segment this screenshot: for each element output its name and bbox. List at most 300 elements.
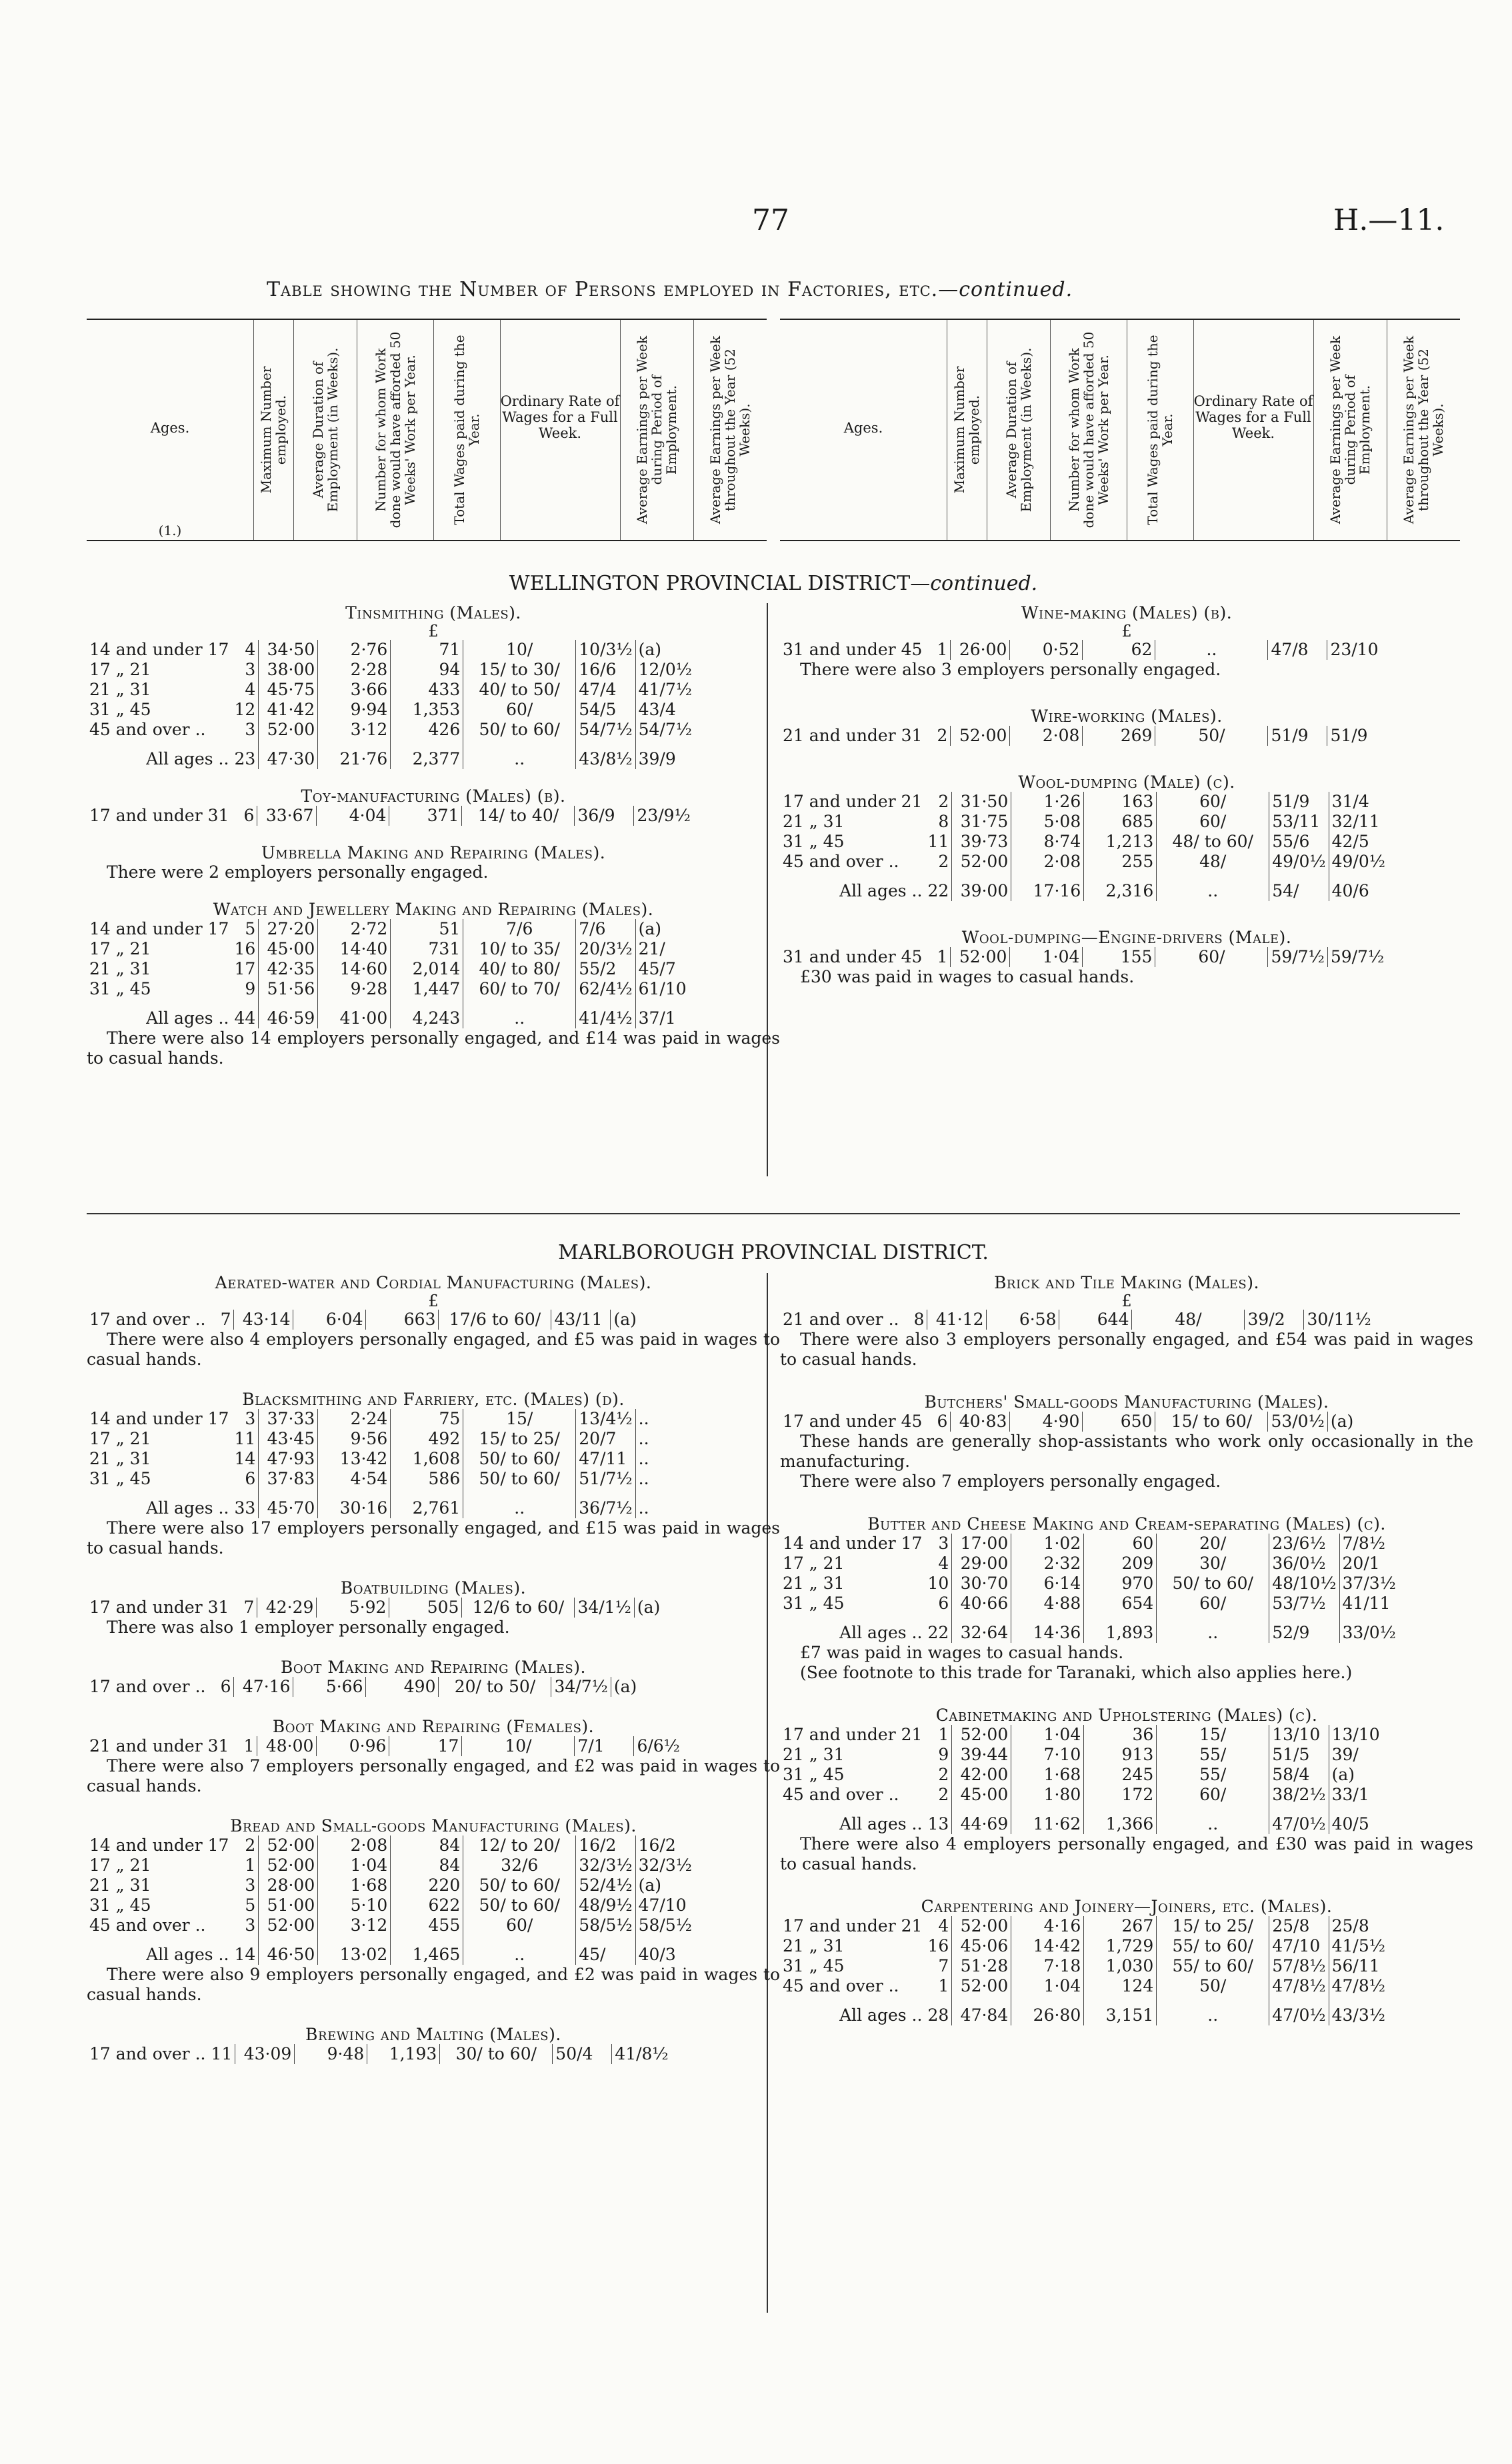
table-cell: 21 and over .. [783, 1310, 899, 1329]
header-avg-duration-right: Average Duration of Employment (in Weeks). [1003, 347, 1034, 513]
table-cell: 2·76 [318, 640, 391, 660]
table-cell: 1,729 [1084, 1936, 1157, 1956]
table-cell: 17 and under 21 [783, 1725, 923, 1744]
table-cell: 52/9 [1269, 1614, 1339, 1643]
table-cell: 11 [925, 832, 951, 852]
table-cell: 492 [391, 1429, 463, 1449]
table-cell: 54/7½ [638, 720, 692, 739]
header-total-wages-right: Total Wages paid during the Year. [1145, 335, 1175, 525]
trade-table [780, 1916, 1388, 2025]
trade-heading: Wire-working (Males). [1031, 706, 1223, 726]
table-cell: 15/ to 25/ [463, 1429, 576, 1449]
table-cell: 23/6½ [1269, 1534, 1339, 1554]
table-cell: 21 „ 31 [89, 680, 151, 699]
trade-note: £7 was paid in wages to casual hands. [800, 1643, 1124, 1662]
trade-table [87, 640, 695, 769]
table-cell: 2,377 [391, 740, 463, 769]
header-max-employed-right: Maximum Number employed. [951, 366, 982, 494]
table-cell: 17 and over .. [89, 2044, 206, 2063]
table-cell: 1,366 [1084, 1805, 1157, 1834]
marlborough-left-section [87, 1273, 780, 1370]
table-cell: 3 [231, 1875, 258, 1895]
table-cell: 47/0½ [1269, 1805, 1329, 1834]
table-row [780, 1725, 1388, 1745]
table-cell: 38·00 [259, 660, 318, 680]
marlborough-district-heading: MARLBOROUGH PROVINCIAL DISTRICT. [558, 1241, 989, 1264]
table-cell: 23/10 [1330, 640, 1379, 659]
table-cell: 9·94 [318, 700, 391, 720]
table-cell: 586 [391, 1469, 463, 1489]
table-cell: 47·16 [234, 1677, 293, 1697]
table-cell: 17 „ 21 [89, 1429, 151, 1448]
table-cell: 21 and under 31 [89, 1736, 229, 1756]
table-cell: .. [1157, 872, 1269, 901]
marlborough-left-column [87, 1273, 780, 2084]
table-cell: 163 [1084, 792, 1157, 812]
table-cell: 56/11 [1331, 1956, 1380, 1975]
table-cell: 34/7½ [551, 1677, 611, 1697]
marlborough-left-section [87, 1717, 780, 1796]
table-row [780, 812, 1388, 832]
trade-heading: Tinsmithing (Males). [345, 603, 521, 622]
table-cell: 39/9 [638, 749, 676, 768]
table-cell: 12/ to 20/ [463, 1836, 576, 1855]
trade-table [87, 1677, 670, 1697]
table-row-total [87, 1489, 695, 1518]
wellington-left-section [87, 786, 780, 826]
table-row [87, 979, 695, 999]
table-cell: 4 [231, 640, 258, 660]
trade-heading: Boot Making and Repairing (Males). [281, 1658, 586, 1677]
trade-table [87, 1310, 669, 1330]
table-cell: 45 and over .. [783, 852, 899, 871]
table-cell: 40/3 [638, 1945, 676, 1964]
header-num-1: (1.) [158, 523, 182, 539]
table-cell: 17/6 to 60/ [439, 1310, 551, 1330]
table-row [780, 792, 1388, 812]
table-cell: 51/9 [1268, 726, 1327, 746]
trade-note: There were also 4 employers personally engaged, and £5 was paid in wages to casual hands. [87, 1330, 780, 1369]
trade-note: There were also 4 employers personally engaged, and £30 was paid in wages to casual hands. [780, 1834, 1473, 1873]
trade-note: There were also 7 employers personally engaged, and £2 was paid in wages to casual hands. [87, 1756, 780, 1796]
table-cell: 622 [391, 1895, 463, 1915]
table-cell: 21 and under 31 [783, 726, 923, 745]
table-cell: 15/ to 60/ [1155, 1412, 1268, 1432]
table-row [87, 1409, 695, 1429]
table-cell: 3 [231, 660, 258, 680]
table-cell: 654 [1084, 1594, 1157, 1614]
table-cell: 36/7½ [576, 1489, 635, 1518]
table-cell: 14 and under 17 [783, 1534, 923, 1553]
table-cell: 209 [1084, 1554, 1157, 1574]
table-cell: 41/4½ [576, 999, 635, 1028]
table-cell: 16/2 [638, 1836, 676, 1855]
marlborough-right-section [780, 1706, 1473, 1874]
wellington-left-section [87, 603, 780, 769]
trade-note: There was also 1 employer personally engaged. [107, 1618, 510, 1637]
table-cell: 57/8½ [1269, 1956, 1329, 1976]
table-cell: 33/1 [1331, 1785, 1369, 1804]
table-cell: 11 [231, 1429, 258, 1449]
table-cell: 426 [391, 720, 463, 740]
marlborough-right-column [780, 1273, 1473, 2048]
table-cell: 31/4 [1331, 792, 1369, 811]
table-cell: 51·28 [952, 1956, 1011, 1976]
table-cell: 45/ [576, 1935, 635, 1965]
table-cell: 43/11 [551, 1310, 611, 1330]
trade-heading: Boatbuilding (Males). [340, 1578, 527, 1598]
table-cell: 60/ [1155, 947, 1268, 967]
table-cell: 59/7½ [1268, 947, 1327, 967]
pound-sign: £ [1121, 1292, 1132, 1310]
table-cell: 52·00 [952, 1916, 1011, 1936]
table-cell: 50/ to 60/ [463, 1895, 576, 1915]
table-cell: 16 [925, 1936, 951, 1956]
table-cell: 8 [901, 1310, 927, 1330]
table-cell: 650 [1083, 1412, 1155, 1432]
table-cell: 1 [925, 640, 951, 660]
table-cell: .. [463, 999, 576, 1028]
marlborough-left-section [87, 1658, 780, 1697]
table-cell: 3 [925, 1534, 951, 1554]
table-cell: 2·24 [318, 1409, 391, 1429]
table-cell: 31 „ 45 [783, 1594, 845, 1613]
table-cell: 42·35 [259, 959, 318, 979]
table-cell: 7/1 [575, 1736, 634, 1756]
table-cell: 14·36 [1011, 1614, 1084, 1643]
table-cell: 267 [1084, 1916, 1157, 1936]
header-ordinary-rate: Ordinary Rate of Wages for a Full Week. [500, 393, 620, 441]
table-cell: 4·90 [1010, 1412, 1083, 1432]
wellington-right-section [780, 928, 1473, 987]
table-cell: 7 [231, 1598, 257, 1618]
table-cell: .. [638, 1469, 649, 1488]
table-cell: 47/0½ [1269, 1996, 1329, 2025]
table-cell: 2 [925, 852, 951, 872]
wellington-right-column [780, 603, 1473, 1014]
table-cell: 3·12 [318, 720, 391, 740]
table-cell: 21·76 [318, 740, 391, 769]
table-cell: 41/5½ [1331, 1936, 1385, 1955]
table-cell: 52·00 [952, 852, 1011, 872]
table-cell: 269 [1083, 726, 1155, 746]
table-cell: .. [1157, 1614, 1269, 1643]
table-cell: 94 [391, 660, 463, 680]
table-row [87, 959, 695, 979]
trade-note: £30 was paid in wages to casual hands. [800, 967, 1135, 986]
table-cell: .. [638, 1449, 649, 1468]
table-cell: All ages .. [146, 1498, 229, 1518]
table-row [87, 680, 695, 700]
table-cell: 52·00 [951, 726, 1010, 746]
table-cell: 1·04 [1010, 947, 1083, 967]
table-cell: 9 [231, 979, 258, 999]
table-cell: (a) [613, 1310, 637, 1329]
header-avg-earnings-year: Average Earnings per Week throughout the Year (52 Weeks). [707, 335, 753, 525]
table-row [87, 939, 695, 959]
trade-heading: Brick and Tile Making (Males). [994, 1273, 1259, 1292]
trade-heading: Wool-dumping (Male) (c). [1018, 772, 1235, 792]
table-cell: 11·62 [1011, 1805, 1084, 1834]
table-cell: 26·80 [1011, 1996, 1084, 2025]
table-cell: 12/0½ [638, 660, 692, 679]
table-cell: 40/6 [1331, 881, 1369, 900]
table-cell: 47/4 [576, 680, 635, 700]
table-cell: 14 and under 17 [89, 919, 229, 938]
table-cell: 31 „ 45 [89, 700, 151, 719]
table-cell: 2·32 [1011, 1554, 1084, 1574]
table-row-total [87, 1935, 695, 1965]
table-row-total [87, 740, 695, 769]
table-row [780, 1765, 1388, 1785]
table-cell: 52·00 [952, 1976, 1011, 1996]
table-cell: 15/ to 25/ [1157, 1916, 1269, 1936]
wellington-district-heading [87, 572, 1460, 595]
table-cell: 21 „ 31 [783, 812, 845, 831]
wellington-right-section [780, 706, 1473, 746]
table-cell: 32/3½ [576, 1855, 635, 1875]
table-cell: 31 „ 45 [89, 979, 151, 998]
column-header-left [87, 319, 767, 541]
table-cell: 9·56 [318, 1429, 391, 1449]
table-cell: 41·12 [927, 1310, 987, 1330]
table-cell: 25/8 [1269, 1916, 1329, 1936]
table-cell: 3·66 [318, 680, 391, 700]
table-cell: 50/4 [553, 2044, 612, 2064]
table-cell: 46·59 [259, 999, 318, 1028]
table-cell: 4 [925, 1916, 951, 1936]
table-cell: 28 [925, 1996, 951, 2025]
table-cell: 50/ to 60/ [1157, 1574, 1269, 1594]
table-cell: 55/6 [1269, 832, 1329, 852]
table-cell: 15/ [1157, 1725, 1269, 1745]
table-cell: 17 [231, 959, 258, 979]
table-cell: 45 and over .. [89, 720, 206, 739]
table-cell: 59/7½ [1330, 947, 1385, 966]
document-reference: H.—11. [1333, 203, 1445, 237]
table-cell: 7/6 [576, 919, 635, 939]
wellington-right-section [780, 772, 1473, 901]
table-cell: 20/7 [576, 1429, 635, 1449]
table-cell: 39/ [1331, 1745, 1359, 1764]
table-cell: 40/5 [1331, 1814, 1369, 1834]
table-cell: 31 „ 45 [89, 1895, 151, 1915]
table-cell: 49/0½ [1331, 852, 1385, 871]
table-cell: 60/ [1157, 1785, 1269, 1805]
table-cell: 58/5½ [638, 1915, 692, 1935]
table-cell: 3 [231, 1409, 258, 1429]
trade-heading: Cabinetmaking and Upholstering (Males) (c). [935, 1706, 1318, 1725]
table-cell: 41/8½ [615, 2044, 669, 2063]
table-cell: 51·00 [259, 1895, 318, 1915]
table-cell: 1,893 [1084, 1614, 1157, 1643]
table-cell: 1,030 [1084, 1956, 1157, 1976]
table-cell: 22 [925, 872, 951, 901]
table-cell: 644 [1059, 1310, 1132, 1330]
table-cell: 54/5 [576, 700, 635, 720]
trade-heading: Wine-making (Males) (b). [1021, 603, 1233, 622]
trade-heading: Toy-manufacturing (Males) (b). [301, 786, 566, 806]
table-cell: .. [1157, 1805, 1269, 1834]
table-cell: 43·45 [259, 1429, 318, 1449]
table-cell: 52·00 [259, 720, 318, 740]
trade-heading: Bread and Small-goods Manufacturing (Males). [230, 1816, 637, 1836]
table-row-total [780, 1996, 1388, 2025]
table-cell: 43/8½ [576, 740, 635, 769]
table-cell: 39·44 [952, 1745, 1011, 1765]
table-row [87, 1677, 670, 1697]
table-cell: 4,243 [391, 999, 463, 1028]
table-row [780, 1310, 1374, 1330]
table-row [87, 2044, 671, 2064]
table-cell: 30/11½ [1307, 1310, 1371, 1329]
table-cell: 21 „ 31 [89, 1449, 151, 1468]
table-cell: 50/ [1157, 1976, 1269, 1996]
table-cell: 45·06 [952, 1936, 1011, 1956]
table-cell: 17 and under 21 [783, 792, 923, 811]
header-avg-duration: Average Duration of Employment (in Weeks). [309, 347, 341, 513]
table-cell: 41·00 [318, 999, 391, 1028]
header-ages-right: Ages. [843, 420, 883, 436]
table-row [87, 1310, 669, 1330]
table-row [780, 1956, 1388, 1976]
table-row [87, 640, 695, 660]
table-cell: 36/9 [575, 806, 634, 826]
table-cell: 41/11 [1342, 1594, 1391, 1613]
table-cell: 6 [231, 1469, 258, 1489]
trade-heading: Butchers' Small-goods Manufacturing (Males). [924, 1392, 1329, 1412]
table-cell: 22 [925, 1614, 951, 1643]
table-cell: 54/7½ [576, 720, 635, 740]
table-row [780, 1594, 1399, 1614]
table-row [780, 1745, 1388, 1765]
table-cell: 43/4 [638, 700, 676, 719]
table-cell: 124 [1084, 1976, 1157, 1996]
trade-table [87, 1736, 693, 1756]
table-cell: 1·02 [1011, 1534, 1084, 1554]
table-cell: 16/6 [576, 660, 635, 680]
table-cell: 26·00 [951, 640, 1010, 660]
table-cell: 38/2½ [1269, 1785, 1329, 1805]
table-cell: 7/8½ [1342, 1534, 1385, 1553]
table-cell: 47/8½ [1331, 1976, 1385, 1995]
trade-note: There were also 17 employers personally engaged, and £15 was paid in wages to casual hands. [87, 1518, 780, 1558]
table-cell: 2,014 [391, 959, 463, 979]
table-cell: 6·14 [1011, 1574, 1084, 1594]
trade-table [780, 947, 1387, 967]
table-cell: 48/ to 60/ [1157, 832, 1269, 852]
header-avg-earnings-year-right: Average Earnings per Week throughout the Year (52 Weeks). [1401, 335, 1446, 525]
pound-sign: £ [428, 1292, 439, 1310]
table-cell: 17 [389, 1736, 462, 1756]
table-cell: 9 [925, 1745, 951, 1765]
trade-heading: Butter and Cheese Making and Cream-separating (Males) (c). [867, 1514, 1386, 1534]
table-cell: 21 „ 31 [783, 1936, 845, 1955]
table-cell: 45·75 [259, 680, 318, 700]
table-cell: 15/ [463, 1409, 576, 1429]
table-cell: 55/ to 60/ [1157, 1956, 1269, 1976]
table-cell: 52·00 [952, 1725, 1011, 1745]
pound-sign: £ [1121, 622, 1132, 640]
table-cell: 5·92 [317, 1598, 389, 1618]
trade-heading: Brewing and Malting (Males). [305, 2025, 561, 2044]
trade-table [780, 1725, 1388, 1834]
table-cell: 23/9½ [637, 806, 691, 825]
table-cell: 6 [231, 806, 257, 826]
table-cell: 3·12 [318, 1915, 391, 1935]
table-cell: 4·54 [318, 1469, 391, 1489]
table-cell: 60/ [1157, 792, 1269, 812]
table-cell: 84 [391, 1836, 463, 1855]
trade-table [87, 806, 693, 826]
table-cell: 45·00 [259, 939, 318, 959]
trade-heading: Umbrella Making and Repairing (Males). [261, 843, 606, 862]
trade-note: (See footnote to this trade for Taranaki, which also applies here.) [800, 1663, 1353, 1682]
table-cell: 51/7½ [576, 1469, 635, 1489]
table-cell: 1,608 [391, 1449, 463, 1469]
table-cell: 62/4½ [576, 979, 635, 999]
table-cell: 42·29 [257, 1598, 317, 1618]
table-cell: 2 [925, 1765, 951, 1785]
table-cell: 39·73 [952, 832, 1011, 852]
table-cell: 43·14 [234, 1310, 293, 1330]
table-cell: 10/ [463, 640, 576, 660]
table-cell: 50/ to 60/ [463, 1449, 576, 1469]
table-cell: 31·75 [952, 812, 1011, 832]
table-row [87, 1836, 695, 1855]
table-cell: 7 [925, 1956, 951, 1976]
table-cell: All ages .. [146, 1945, 229, 1964]
table-cell: 47·84 [952, 1996, 1011, 2025]
table-row [87, 806, 693, 826]
table-cell: 7/6 [463, 919, 576, 939]
table-cell: 43/3½ [1331, 2005, 1385, 2025]
table-cell: All ages .. [146, 1008, 229, 1028]
table-cell: 1 [231, 1855, 258, 1875]
table-cell: 14 [231, 1449, 258, 1469]
table-cell: All ages .. [146, 749, 229, 768]
table-cell: 53/11 [1269, 812, 1329, 832]
table-row [87, 1598, 693, 1618]
table-cell: 45 and over .. [783, 1976, 899, 1995]
table-cell: 55/ [1157, 1765, 1269, 1785]
trade-note: There were also 9 employers personally engaged, and £2 was paid in wages to casual hands. [87, 1965, 780, 2004]
header-ordinary-rate-right: Ordinary Rate of Wages for a Full Week. [1193, 393, 1313, 441]
table-cell: 47/8 [1268, 640, 1327, 660]
table-cell: 37·33 [259, 1409, 318, 1429]
table-cell: .. [638, 1498, 649, 1518]
table-cell: 15/ to 30/ [463, 660, 576, 680]
table-cell: 47/10 [638, 1895, 687, 1915]
table-cell: 51 [391, 919, 463, 939]
table-cell: 31 „ 45 [783, 1956, 845, 1975]
table-cell: 12/6 to 60/ [462, 1598, 575, 1618]
table-row [87, 1855, 695, 1875]
header-number-50-weeks-right: Number for whom Work done would have afforded 50 Weeks' Work per Year. [1065, 331, 1111, 529]
table-cell: 21 „ 31 [783, 1745, 845, 1764]
table-cell: 21/ [638, 939, 665, 958]
table-cell: 36/0½ [1269, 1554, 1339, 1574]
table-cell: 1·04 [318, 1855, 391, 1875]
table-cell: 14·60 [318, 959, 391, 979]
table-cell: 20/ to 50/ [439, 1677, 551, 1697]
table-cell: 31 and under 45 [783, 947, 923, 966]
table-cell: 4 [231, 680, 258, 700]
table-row [780, 640, 1386, 660]
table-cell: 44·69 [952, 1805, 1011, 1834]
trade-table [87, 1409, 695, 1518]
table-cell: (a) [1330, 1412, 1354, 1431]
